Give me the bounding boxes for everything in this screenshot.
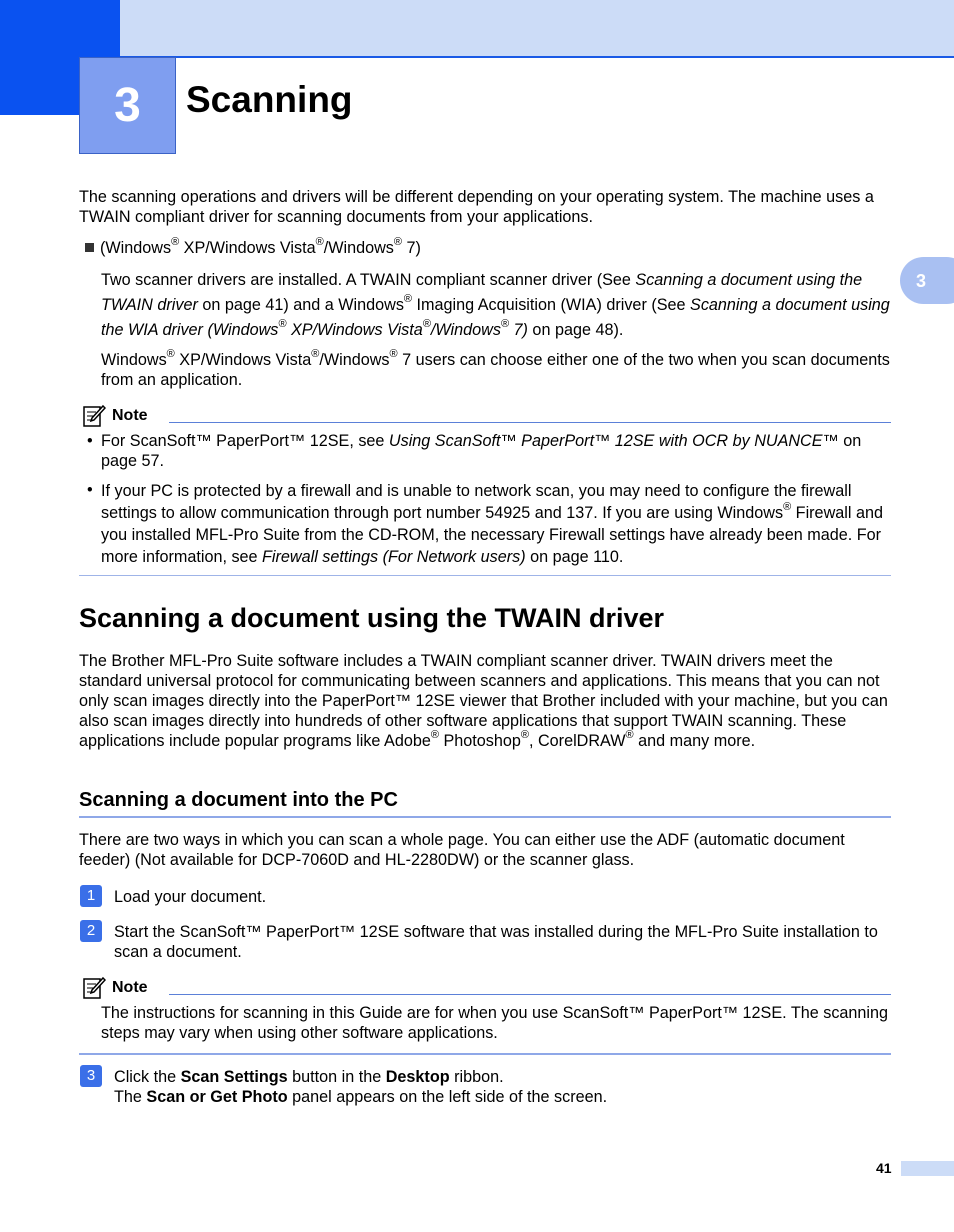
reg-mark: ® xyxy=(315,235,324,248)
os-text: 7) xyxy=(402,239,421,257)
os-text: XP/Windows Vista xyxy=(179,239,316,257)
link-paperport[interactable]: Using ScanSoft™ PaperPort™ 12SE with OCR by NUANCE™ xyxy=(388,432,839,450)
link-text: Scanning a document using the WIA driver (Windows xyxy=(101,296,890,339)
note-header xyxy=(82,404,148,428)
text: The Brother MFL-Pro Suite software includes a TWAIN compliant scanner driver. TWAIN drivers meet the standard universal protocol for communicating between scanners and applications. This means that you can not only scan images directly into the PaperPort™ 12SE viewer that Brother included with your machine, but you can also scan images directly into hundreds of other software applications that support TWAIN scanning. These applications include popular programs like Adobe xyxy=(79,652,888,750)
subsection-rule xyxy=(79,816,891,818)
reg-mark: ® xyxy=(278,317,287,330)
text: Firewall and you installed MFL-Pro Suite from the CD-ROM, the necessary Firewall settings have already been made. For more information, see xyxy=(101,504,883,566)
text: on page 48). xyxy=(527,321,624,339)
reg-mark: ® xyxy=(430,728,439,741)
note-item-firewall xyxy=(101,480,891,568)
text: on page 57. xyxy=(101,432,862,470)
reg-mark: ® xyxy=(500,317,510,330)
text: For ScanSoft™ PaperPort™ 12SE, see xyxy=(101,432,389,450)
note-pencil-icon xyxy=(82,404,106,428)
text: Photoshop xyxy=(438,732,521,750)
os-text: (Windows xyxy=(100,239,172,257)
step-number-badge xyxy=(80,920,102,942)
desktop-ribbon-ref: Desktop xyxy=(385,1068,450,1086)
text: Two scanner drivers are installed. A TWAIN compliant scanner driver (See xyxy=(101,271,636,289)
step-number: 2 xyxy=(86,922,96,939)
os-text: /Windows xyxy=(323,239,394,257)
reg-mark: ® xyxy=(171,235,180,248)
link-firewall[interactable]: Firewall settings (For Network users) xyxy=(262,548,526,566)
chapter-number: 3 xyxy=(114,78,141,132)
note-rule-top xyxy=(169,422,891,423)
users-paragraph xyxy=(101,347,891,390)
section-paragraph xyxy=(79,651,894,751)
link-text: /Windows xyxy=(430,321,501,339)
note-bullet-dot: • xyxy=(87,432,93,450)
text: /Windows xyxy=(319,351,390,369)
os-bullet xyxy=(85,235,421,258)
note-rule-bottom xyxy=(79,1053,891,1055)
step-text: Load your document. xyxy=(114,888,267,906)
step-number-badge xyxy=(80,1065,102,1087)
text: XP/Windows Vista xyxy=(174,351,312,369)
drivers-paragraph xyxy=(101,268,891,343)
section-title: Scanning a document using the TWAIN driver xyxy=(79,603,665,633)
reg-mark: ® xyxy=(403,292,413,305)
text: If your PC is protected by a firewall and is unable to network scan, you may need to configure the firewall settings to allow communication through port number 54925 and 137. If you are using Windows xyxy=(101,482,852,522)
reg-mark: ® xyxy=(393,235,403,248)
text: and many more. xyxy=(633,732,756,750)
reg-mark: ® xyxy=(783,500,792,513)
text: button in the xyxy=(287,1068,386,1086)
note-rule-top xyxy=(169,994,891,995)
link-text: 7) xyxy=(509,321,528,339)
side-tab-label: 3 xyxy=(916,270,927,291)
reg-mark: ® xyxy=(625,728,634,741)
reg-mark: ® xyxy=(311,347,320,360)
text: Windows xyxy=(101,351,167,369)
subsection-title: Scanning a document into the PC xyxy=(79,789,398,811)
step-text xyxy=(114,1067,894,1107)
reg-mark: ® xyxy=(389,347,398,360)
note-label: Note xyxy=(112,407,148,424)
scan-panel-ref: Scan or Get Photo xyxy=(146,1088,288,1106)
step-text: Start the ScanSoft™ PaperPort™ 12SE software that was installed during the MFL-Pro Suite installation to scan a document. xyxy=(114,923,878,961)
text: panel appears on the left side of the screen. xyxy=(287,1088,608,1106)
step-number-badge xyxy=(80,885,102,907)
note-pencil-icon xyxy=(82,976,106,1000)
text: on page 41) and a Windows xyxy=(197,296,404,314)
reg-mark: ® xyxy=(166,347,175,360)
note-rule-bottom xyxy=(79,575,891,576)
reg-mark: ® xyxy=(422,317,431,330)
chapter-title: Scanning xyxy=(186,79,353,120)
text: ribbon. xyxy=(449,1068,504,1086)
intro-paragraph: The scanning operations and drivers will be different depending on your operating system. The machine uses a TWAIN compliant driver for scanning documents from your applications. xyxy=(79,188,874,226)
subsection-paragraph: There are two ways in which you can scan a whole page. You can either use the ADF (automatic document feeder) (Not available for DCP-7060D and HL-2280DW) or the scanner glass. xyxy=(79,831,845,869)
link-twain[interactable]: Scanning a document using the TWAIN driver xyxy=(101,271,863,314)
note-item-paperport xyxy=(101,431,893,471)
text: Imaging Acquisition (WIA) driver (See xyxy=(412,296,691,314)
note-bullet-dot: • xyxy=(87,481,93,499)
chapter-number-box xyxy=(79,57,176,154)
note-label: Note xyxy=(112,979,148,996)
step-number: 3 xyxy=(86,1067,96,1084)
header-rule xyxy=(120,56,954,58)
text: The xyxy=(114,1088,147,1106)
step-number: 1 xyxy=(86,887,96,904)
note-text: The instructions for scanning in this Guide are for when you use ScanSoft™ PaperPort™ 12SE. The scanning steps may vary when using other software applications. xyxy=(101,1004,889,1042)
page-number-bar xyxy=(901,1161,954,1176)
reg-mark: ® xyxy=(520,728,529,741)
page-number: 41 xyxy=(876,1160,892,1176)
text: , CorelDRAW xyxy=(528,732,626,750)
text: on page 110. xyxy=(525,548,624,566)
scan-settings-button-ref: Scan Settings xyxy=(180,1068,288,1086)
note-header xyxy=(82,976,148,1000)
text: Click the xyxy=(114,1068,181,1086)
chapter-side-tab[interactable] xyxy=(900,257,954,304)
link-text: XP/Windows Vista xyxy=(286,321,423,339)
header-band xyxy=(120,0,954,56)
text: 7 users can choose either one of the two when you scan documents from an application. xyxy=(101,351,890,389)
square-bullet-icon xyxy=(85,243,94,252)
